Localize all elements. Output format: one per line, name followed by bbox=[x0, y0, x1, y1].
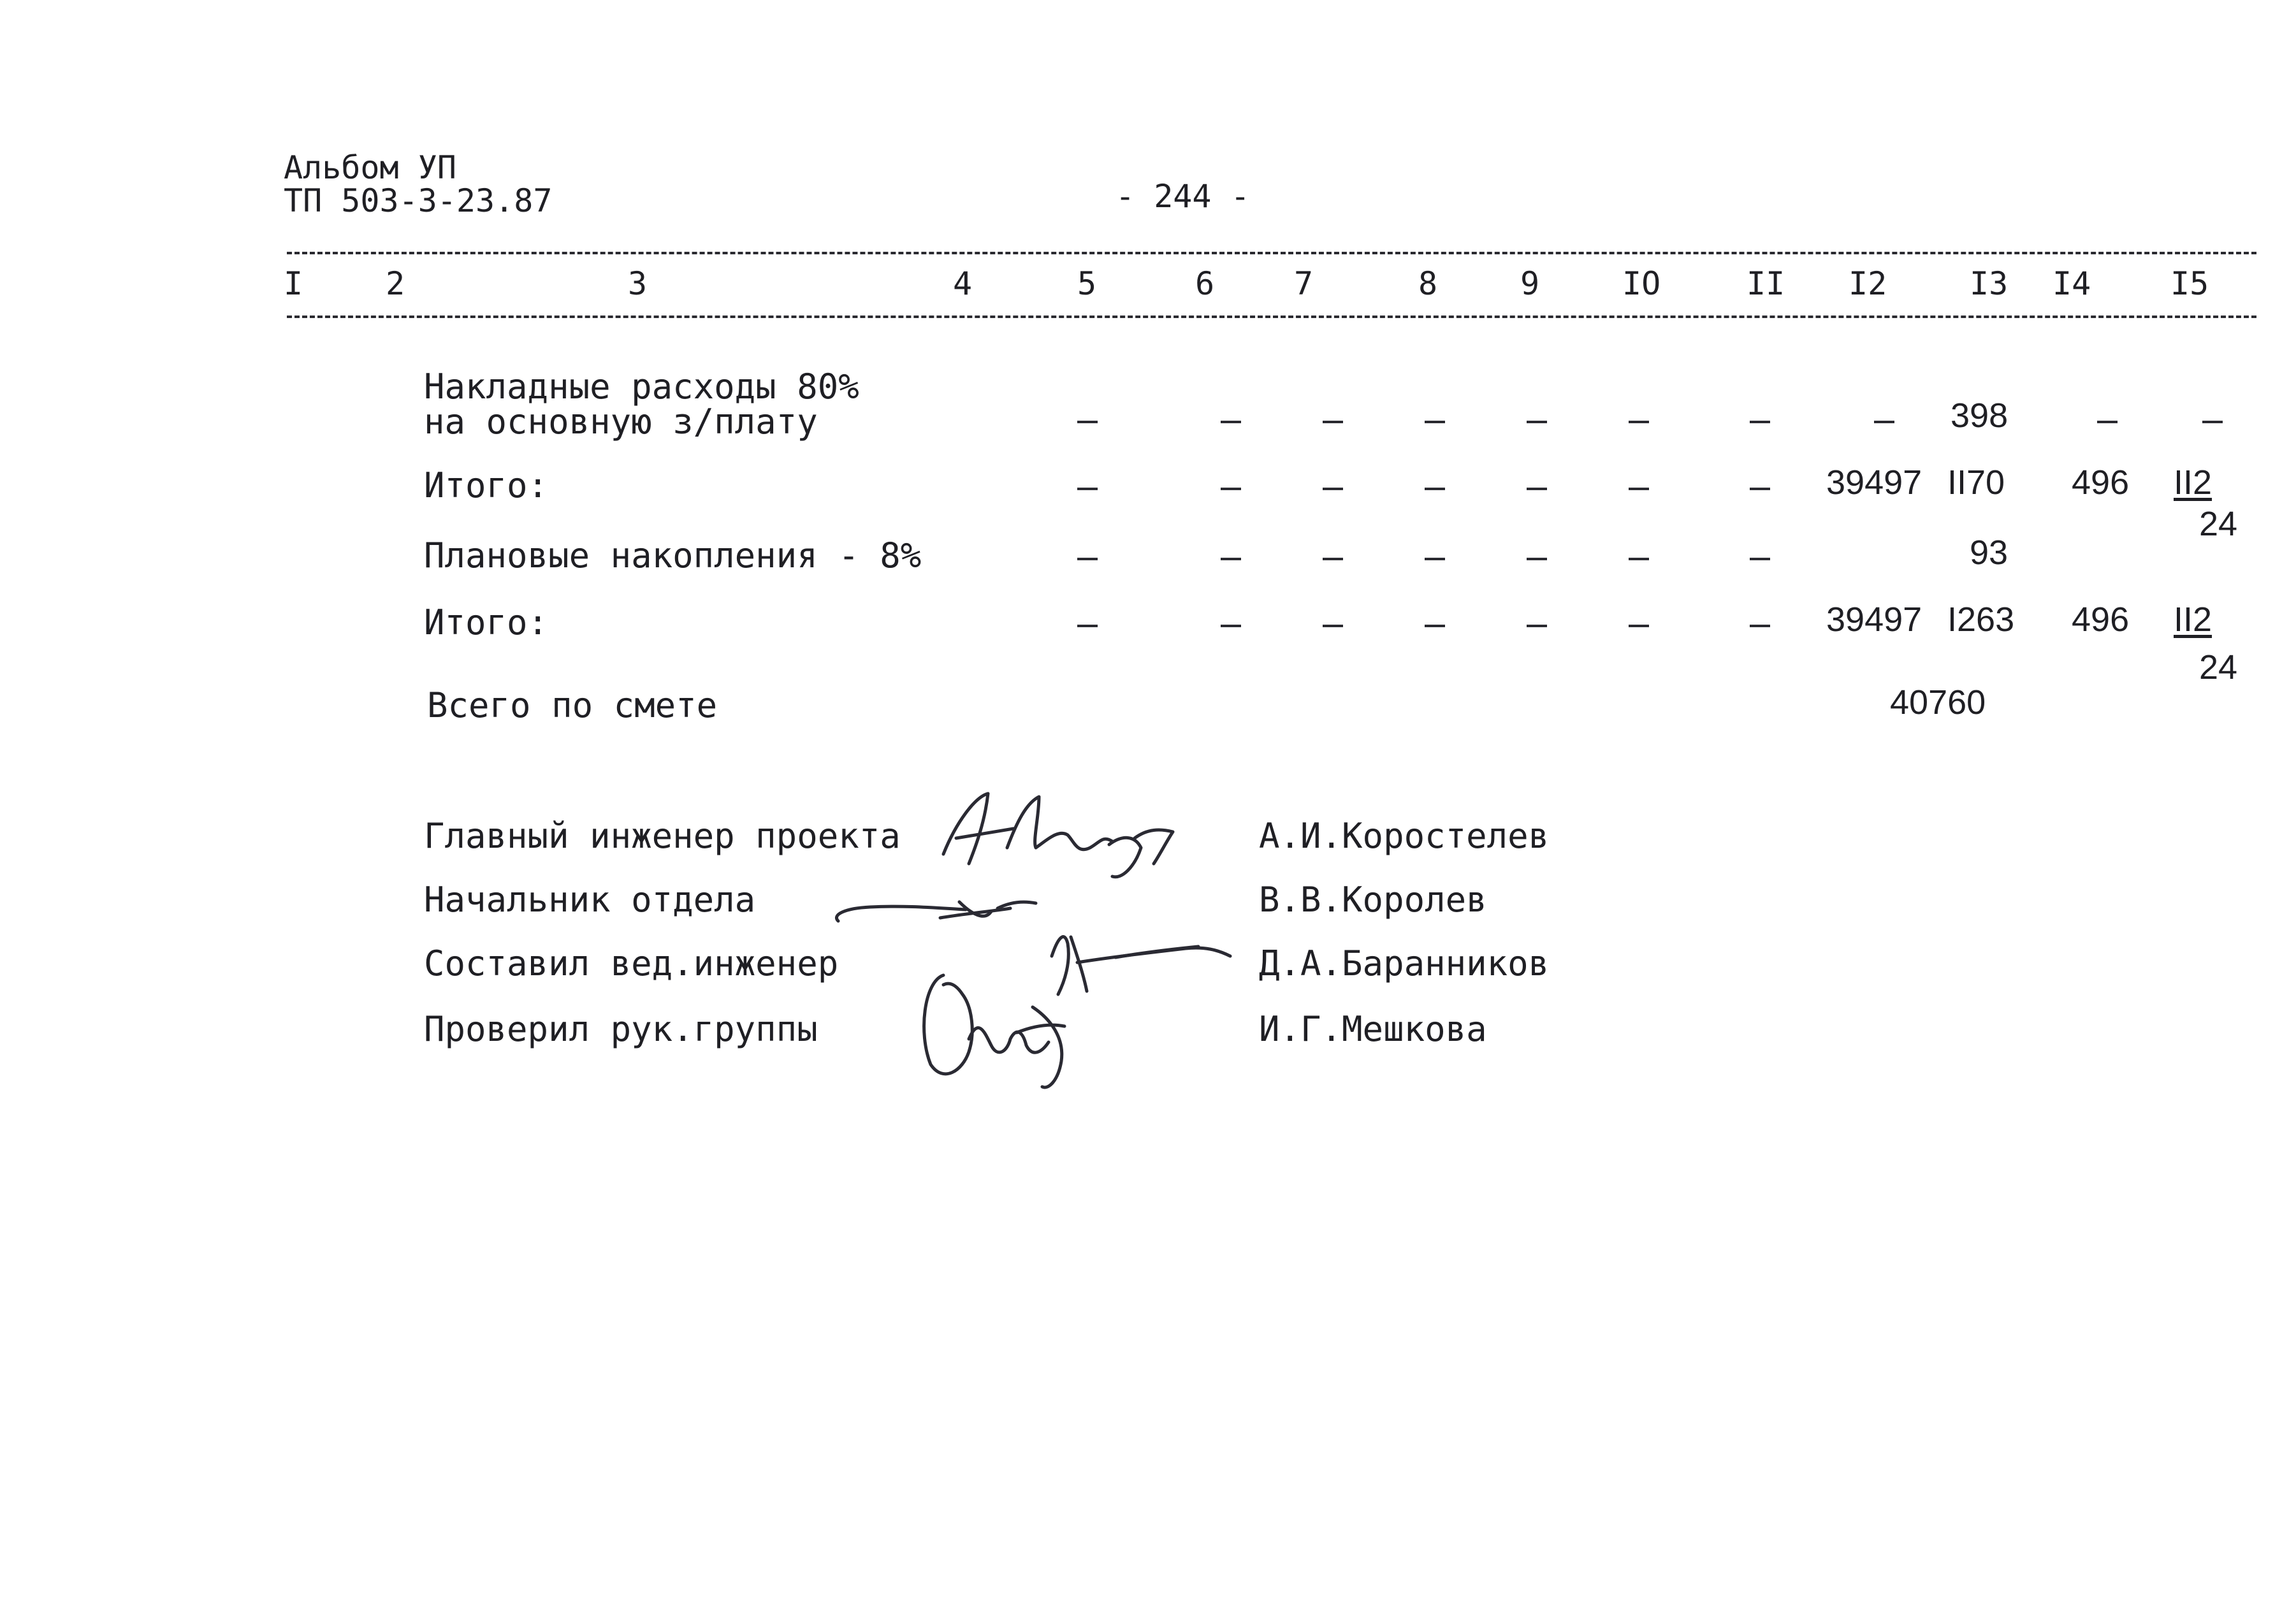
empty-cell-dash bbox=[1077, 421, 1098, 423]
column-header: I2 bbox=[1849, 265, 1887, 302]
empty-cell-dash bbox=[1221, 421, 1241, 423]
column-header: I3 bbox=[1970, 265, 2009, 302]
column-header: IO bbox=[1622, 265, 1661, 302]
empty-cell-dash bbox=[1527, 421, 1547, 423]
cell-col14: 496 bbox=[2072, 463, 2130, 502]
cell-col15-bottom: 24 bbox=[2199, 648, 2238, 686]
cell-col13: II70 bbox=[1947, 463, 2005, 502]
empty-cell-dash bbox=[1425, 488, 1445, 490]
cell-col15-top: II2 bbox=[2174, 463, 2212, 502]
handwritten-signature-4 bbox=[905, 956, 1109, 1096]
row-label: на основную з/плату bbox=[424, 402, 818, 442]
empty-cell-dash bbox=[1323, 625, 1343, 627]
empty-cell-dash bbox=[1221, 625, 1241, 627]
row-label: Плановые накопления - 8% bbox=[424, 535, 922, 576]
empty-cell-dash bbox=[2097, 421, 2118, 423]
cell-col15-bottom: 24 bbox=[2199, 505, 2238, 543]
empty-cell-dash bbox=[1425, 421, 1445, 423]
empty-cell-dash bbox=[2202, 421, 2223, 423]
cell-col12: 39497 bbox=[1826, 463, 1922, 502]
project-code: ТП 503-3-23.87 bbox=[284, 182, 553, 219]
signature-role: Начальник отдела bbox=[424, 880, 756, 920]
empty-cell-dash bbox=[1323, 488, 1343, 490]
empty-cell-dash bbox=[1077, 558, 1098, 560]
row-label: Итого: bbox=[424, 602, 549, 643]
header-bottom-rule bbox=[287, 316, 2256, 318]
empty-cell-dash bbox=[1750, 558, 1770, 560]
empty-cell-dash bbox=[1425, 625, 1445, 627]
empty-cell-dash bbox=[1077, 488, 1098, 490]
page-number: - 244 - bbox=[1115, 178, 1250, 215]
empty-cell-dash bbox=[1629, 625, 1649, 627]
empty-cell-dash bbox=[1527, 625, 1547, 627]
signature-name: А.И.Коростелев bbox=[1259, 816, 1550, 856]
cell-col13: 93 bbox=[1970, 534, 2009, 572]
column-header: 6 bbox=[1195, 265, 1215, 302]
row-label: Всего по смете bbox=[427, 685, 718, 725]
empty-cell-dash bbox=[1323, 558, 1343, 560]
cell-col13: I263 bbox=[1947, 600, 2015, 639]
empty-cell-dash bbox=[1874, 421, 1894, 423]
empty-cell-dash bbox=[1527, 558, 1547, 560]
column-header: 3 bbox=[628, 265, 648, 302]
signature-name: И.Г.Мешкова bbox=[1259, 1009, 1487, 1049]
empty-cell-dash bbox=[1629, 421, 1649, 423]
empty-cell-dash bbox=[1629, 488, 1649, 490]
cell-col15-top: II2 bbox=[2174, 600, 2212, 639]
column-header: II bbox=[1747, 265, 1785, 302]
signature-role: Главный инженер проекта bbox=[424, 816, 901, 856]
row-label: Накладные расходы 80% bbox=[424, 367, 859, 407]
empty-cell-dash bbox=[1077, 625, 1098, 627]
column-header: 9 bbox=[1520, 265, 1540, 302]
empty-cell-dash bbox=[1425, 558, 1445, 560]
empty-cell-dash bbox=[1221, 488, 1241, 490]
column-header: 2 bbox=[386, 265, 405, 302]
empty-cell-dash bbox=[1629, 558, 1649, 560]
column-header: 7 bbox=[1294, 265, 1314, 302]
empty-cell-dash bbox=[1750, 421, 1770, 423]
signature-role: Составил вед.инженер bbox=[424, 943, 839, 984]
column-header: I4 bbox=[2053, 265, 2091, 302]
header-top-rule bbox=[287, 252, 2256, 254]
album-label: Альбом УП bbox=[284, 149, 456, 186]
column-header: 4 bbox=[953, 265, 973, 302]
column-header: I5 bbox=[2170, 265, 2209, 302]
grand-total: 40760 bbox=[1890, 683, 1986, 722]
handwritten-signature-2 bbox=[819, 889, 1061, 940]
empty-cell-dash bbox=[1527, 488, 1547, 490]
empty-cell-dash bbox=[1750, 488, 1770, 490]
cell-col13: 398 bbox=[1951, 396, 2009, 435]
signature-role: Проверил рук.группы bbox=[424, 1009, 818, 1049]
handwritten-signature-1 bbox=[931, 784, 1198, 886]
empty-cell-dash bbox=[1323, 421, 1343, 423]
signature-name: Д.А.Баранников bbox=[1259, 943, 1550, 984]
row-label: Итого: bbox=[424, 465, 549, 505]
empty-cell-dash bbox=[1221, 558, 1241, 560]
cell-col14: 496 bbox=[2072, 600, 2130, 639]
empty-cell-dash bbox=[1750, 625, 1770, 627]
column-header: 5 bbox=[1077, 265, 1097, 302]
cell-col12: 39497 bbox=[1826, 600, 1922, 639]
column-header: I bbox=[284, 265, 303, 302]
signature-name: В.В.Королев bbox=[1259, 880, 1487, 920]
column-header: 8 bbox=[1418, 265, 1438, 302]
